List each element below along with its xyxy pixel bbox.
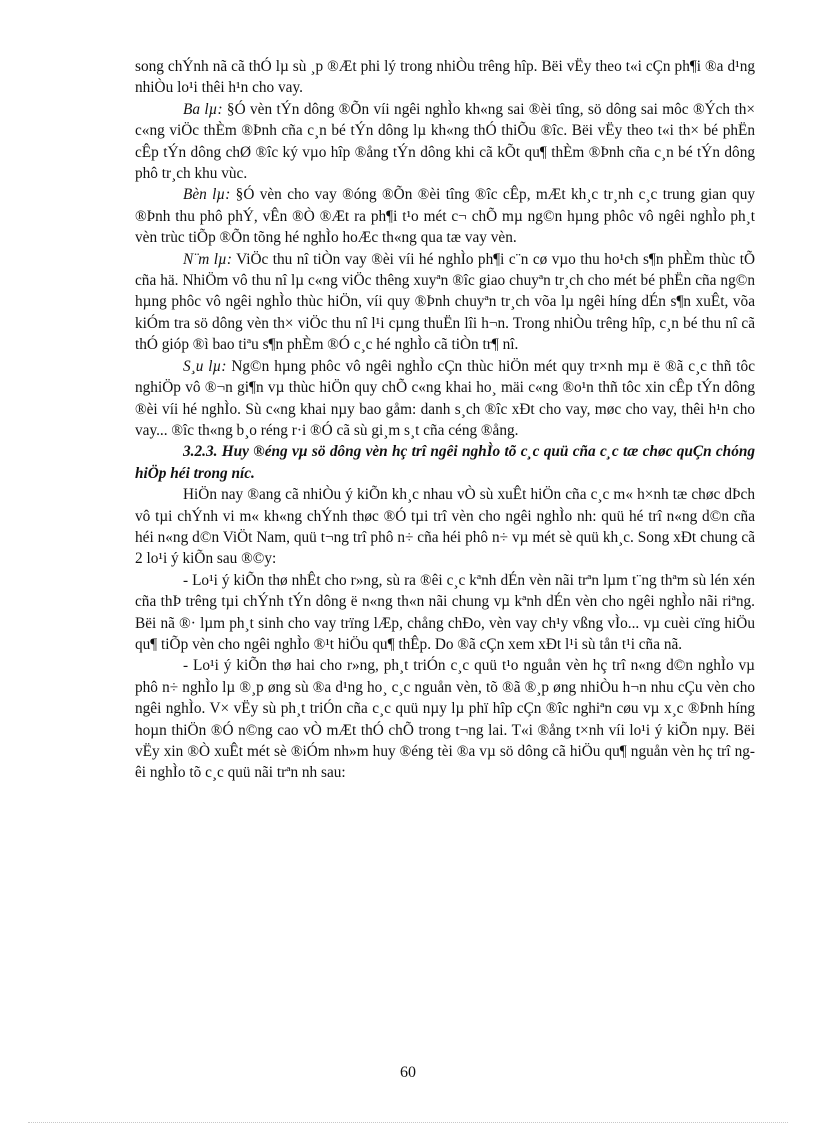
paragraph-sau-la (135, 356, 755, 442)
paragraph-text: §Ó vèn cho vay ®óng ®Õn ®èi tîng ®îc cÊp, mÆt kh¸c tr¸nh c¸c trung gian quy ®Þnh thu phô phÝ, vÊn ®Ò ®Æt ra ph¶i t¹o mét c¬ chÕ mµ ng©n hµng phôc vô ngêi nghÌo ph¸t vèn trùc tiÕp ®Õn tõng hé nghÌo hoÆc th«ng qua tæ vay vèn. (135, 186, 755, 247)
section-heading: 3.2.3. Huy ®éng vµ sö dông vèn hç trî ngêi nghÌo tõ c¸c quü cña c¸c tæ chøc quÇn chóng hiÖp héi trong níc. (135, 443, 755, 482)
paragraph-body: HiÖn nay ®ang cã nhiÒu ý kiÕn kh¸c nhau vÒ sù xuÊt hiÖn cña c¸c m« h×nh tæ chøc dÞch vô tµi chÝnh vi m« kh«ng chÝnh thøc ®Ó tµi trî vèn cho ngêi nghÌo nh: quü hé trî n«ng d©n cña héi n«ng d©n ViÖt Nam, quü t¬ng trî phô n÷ cña héi phô n÷ vµ mét sè quü kh¸c. Song xÐt chung cã 2 lo¹i ý kiÕn sau ®©y: (135, 486, 755, 568)
paragraph-text: Ng©n hµng phôc vô ngêi nghÌo cÇn thùc hiÖn mét quy tr×nh mµ ë ®ã c¸c thñ tôc nghiÖp vô ®¬n gi¶n vµ thùc hiÖn quy chÕ c«ng khai ho¸ mäi c«ng ®o¹n thñ tôc xin cÊp tÝn dông ®èi víi hé nghÌo. Sù c«ng khai nµy bao gåm: danh s¸ch ®îc xÐt cho vay, møc cho vay, thêi h¹n cho vay... ®îc th«ng b¸o réng r·i ®Ó cã sù gi¸m s¸t cña céng ®ång. (135, 357, 755, 439)
paragraph-opinion-two: - Lo¹i ý kiÕn thø hai cho r»ng, ph¸t triÓn c¸c quü t¹o nguån vèn hç trî n«ng d©n nghÌo vµ phô n÷ nghÌo lµ ®¸p øng sù ®a d¹ng ho¸ c¸c nguån vèn, tõ ®ã ®¸p øng nhiÒu h¬n nhu cÇu vèn cho ngêi nghÌo. V× vËy sù ph¸t triÓn cña c¸c quü nµy lµ phï hîp cÇn ®îc nghiªn cøu vµ x¸c ®Þnh híng hoµn thiÖn ®Ó n©ng cao vÒ mÆt thÓ chÕ trong t¬ng lai. T«i ®ång t×nh víi lo¹i ý kiÕn nµy. Bëi vËy xin ®Ò xuÊt mét sè ®iÓm nh»m huy ®éng tèi ®a vµ sö dông cã hiÖu qu¶ nguån vèn hç trî ngêi nghÌo tõ c¸c quü nãi trªn nh sau: (135, 657, 755, 782)
page-number: 60 (400, 1064, 416, 1081)
paragraph-lead-label: N¨m lµ: (183, 250, 232, 268)
paragraph-ba-la (135, 99, 755, 185)
document-page (135, 56, 755, 784)
paragraph-text: ViÖc thu nî tiÒn vay ®èi víi hé nghÌo ph¶i c¨n cø vµo thu ho¹ch s¶n phÈm thùc tÕ cña hä. NhiÖm vô thu nî lµ c«ng viÖc thêng xuyªn ®îc giao chuyªn tr¸ch cho mét bé phËn cña ng©n hµng phôc vô ngêi nghÌo thùc hiÖn, víi quy ®Þnh chuyªn tr¸ch võa lµ ngêi híng dÉn s¶n xuÊt, võa kiÓm tra sö dông vèn th× viÖc thu nî l¹i cµng thuËn lîi h¬n. Trong nhiÒu trêng hîp, c¸n bé thu nî cã thÓ gióp ®ì bao tiªu s¶n phÈm ®Ó c¸c hé nghÌo cã tiÒn tr¶ nî. (135, 250, 755, 354)
paragraph-text: §Ó vèn tÝn dông ®Õn víi ngêi nghÌo kh«ng sai ®èi tîng, sö dông sai môc ®Ých th× c«ng viÖc thÈm ®Þnh cña c¸n bé tÝn dông lµ kh«ng thÓ thiÕu ®îc. Bëi vËy theo t«i th× bé phËn cÊp tÝn dông chØ ®îc ký vµo hîp ®ång tÝn dông khi cã kÕt qu¶ thÈm ®Þnh cña c¸n bé tÝn dông phô tr¸ch khu vùc. (135, 100, 755, 183)
paragraph-lead-label: Ba lµ: (183, 100, 223, 118)
paragraph-nam-la (135, 249, 755, 356)
paragraph-opinion-one: - Lo¹i ý kiÕn thø nhÊt cho r»ng, sù ra ®êi c¸c kªnh dÉn vèn nãi trªn lµm t¨ng thªm sù lén xén cña thÞ trêng tµi chÝnh tÝn dông ë n«ng th«n nãi chung vµ kªnh dÉn vèn cho ngêi nghÌo nãi riªng. Bëi nã ®· lµm ph¸t sinh cho vay trïng lÆp, chång chÐo, vèn vay ch¹y vßng vÌo... vµ cuèi cïng hiÖu qu¶ tiÕp vèn cho ngêi nghÌo ®¹t hiÖu qu¶ thÊp. Do ®ã cÇn xem xÐt l¹i sù tån t¹i cña nã. (135, 571, 755, 653)
paragraph-lead-label: S¸u lµ: (183, 357, 227, 375)
paragraph-continued: song chÝnh nã cã thÓ lµ sù ¸p ®Æt phi lý trong nhiÒu trêng hîp. Bëi vËy theo t«i cÇn ph¶i ®a d¹ng nhiÒu lo¹i thêi h¹n cho vay. (135, 58, 755, 97)
paragraph-lead-label: Bèn lµ: (183, 186, 231, 204)
paragraph-bon-la (135, 184, 755, 248)
